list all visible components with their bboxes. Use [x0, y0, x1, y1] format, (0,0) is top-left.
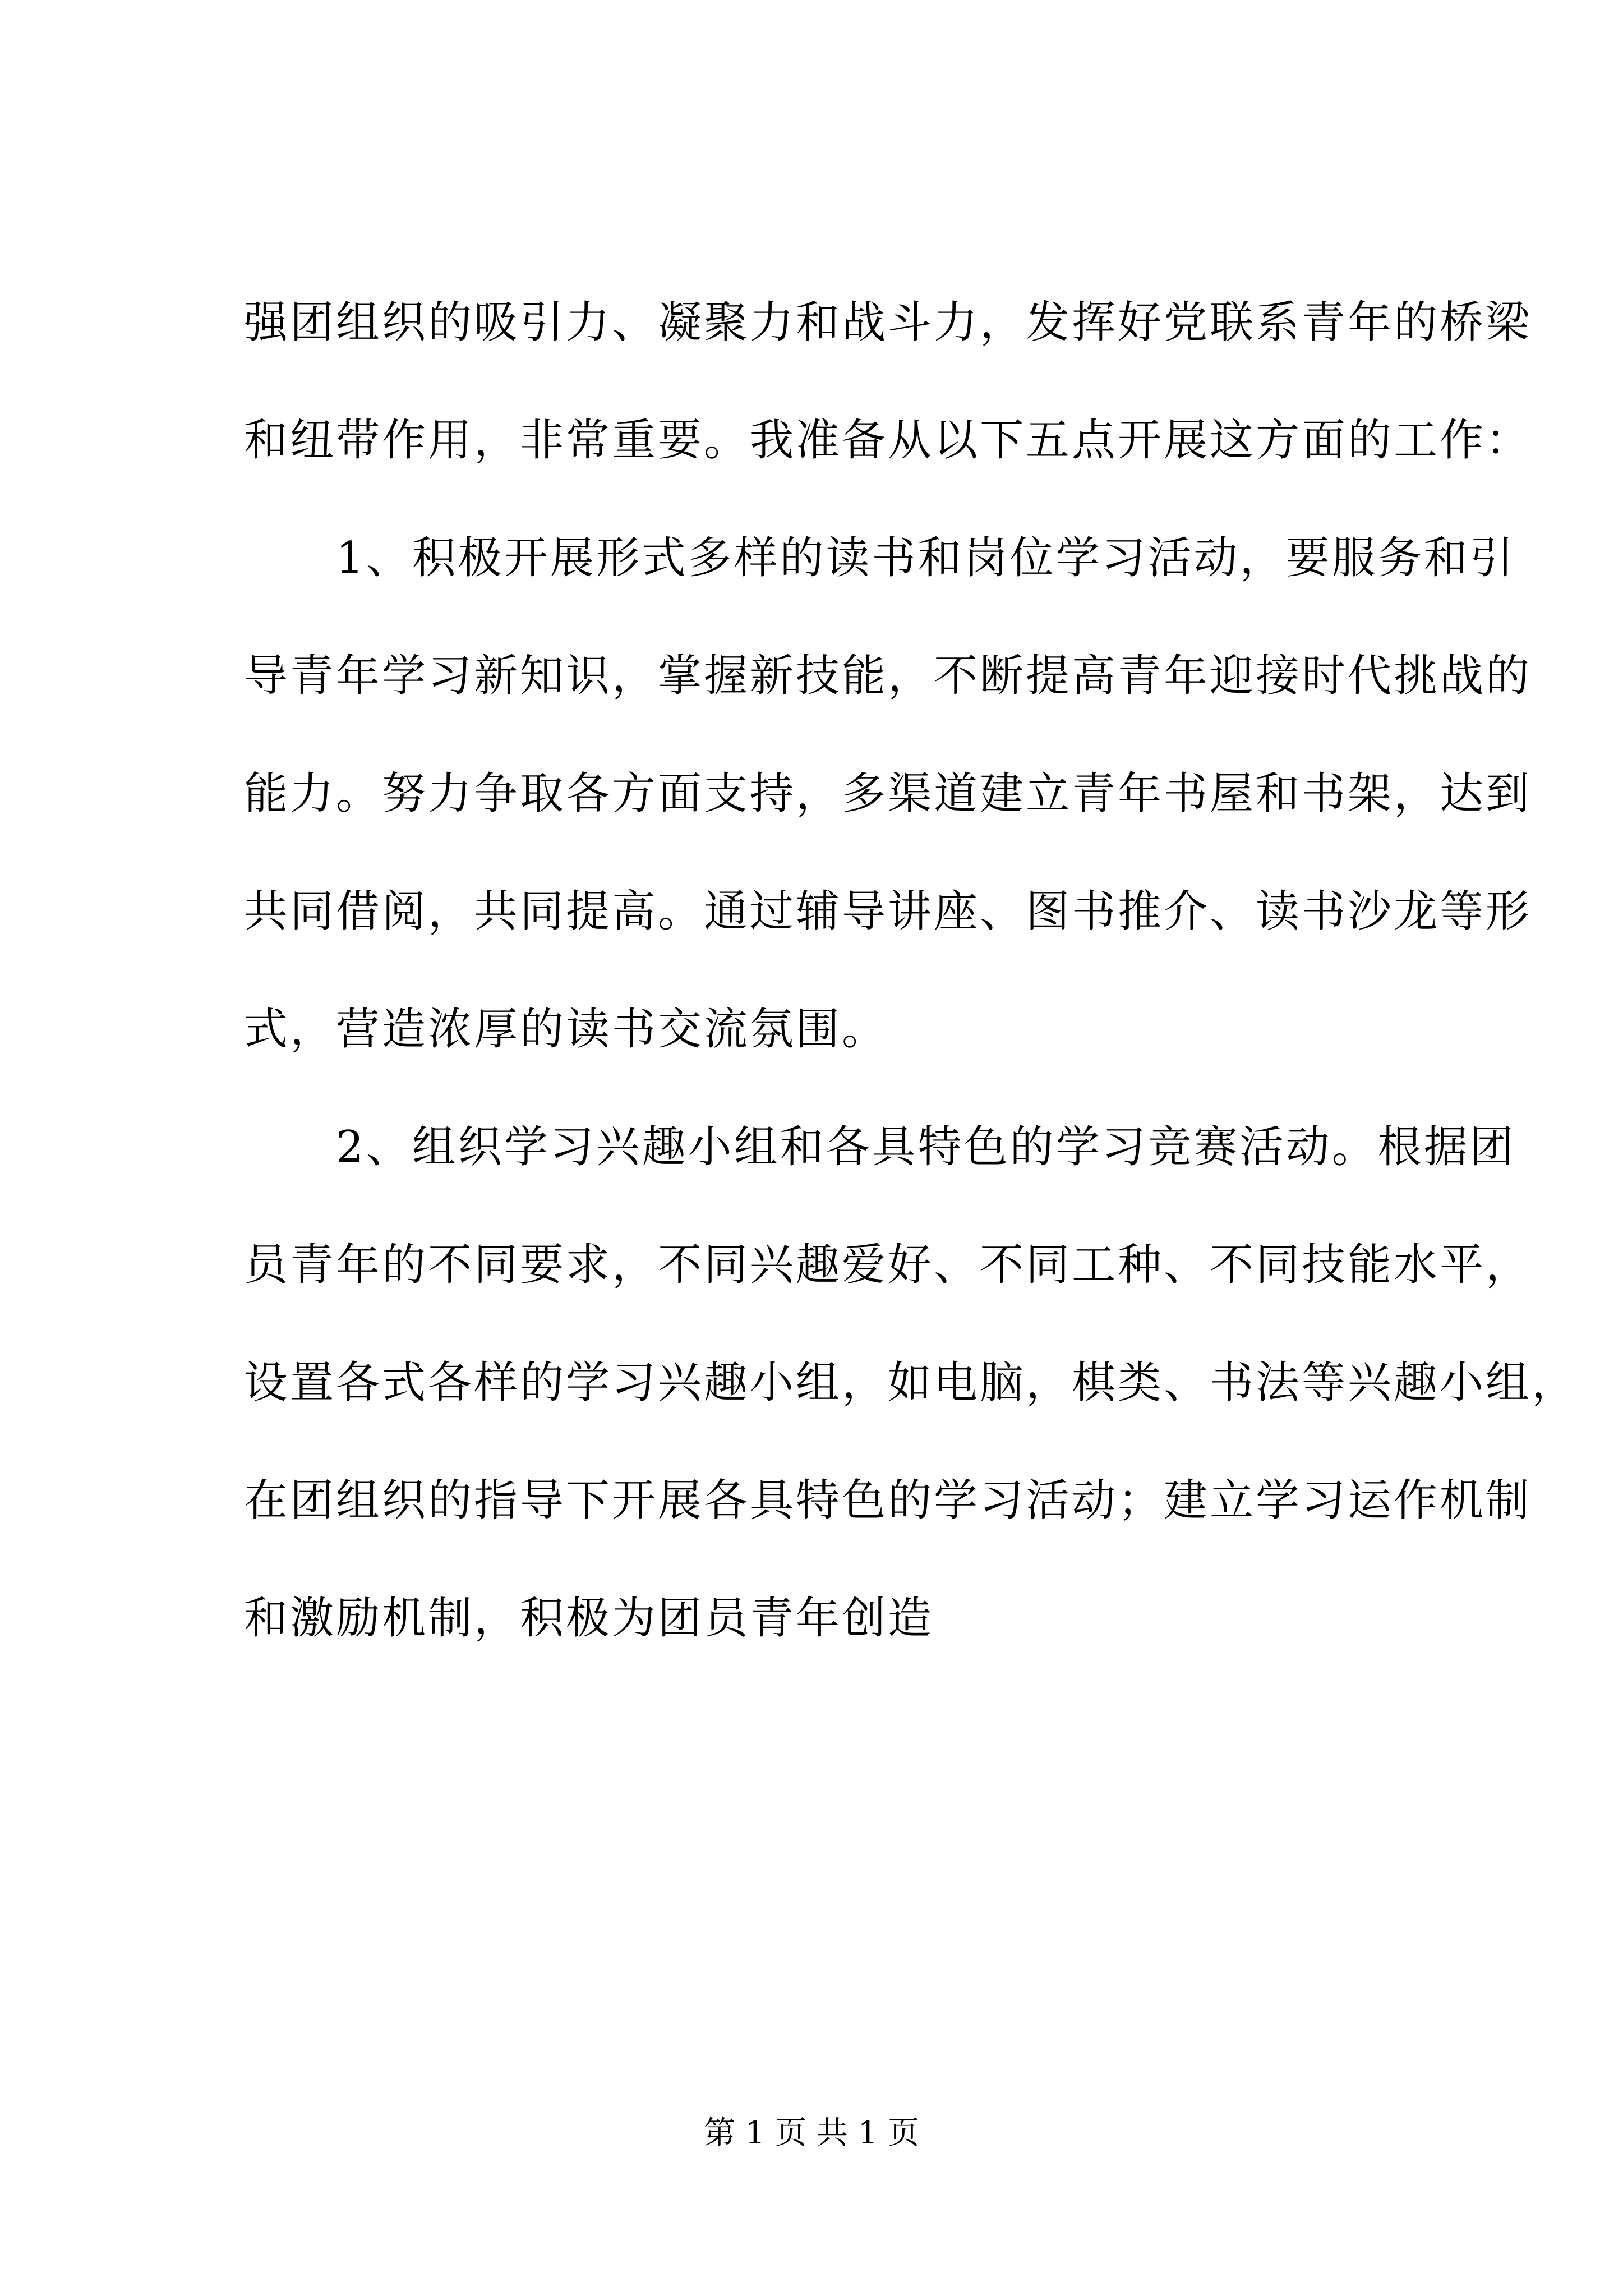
text-line: 设置各式各样的学习兴趣小组，如电脑，棋类、书法等兴趣小组，: [244, 1358, 1578, 1408]
text-line: 强团组织的吸引力、凝聚力和战斗力，发挥好党联系青年的桥梁: [244, 297, 1532, 348]
text-line: 式，营造浓厚的读书交流氛围。: [244, 1004, 888, 1055]
text-line: 和激励机制，积极为团员青年创造: [244, 1593, 934, 1644]
text-line: 在团组织的指导下开展各具特色的学习活动；建立学习运作机制: [244, 1475, 1532, 1526]
text-line: 1、积极开展形式多样的读书和岗位学习活动，要服务和引: [244, 533, 1516, 583]
text-line: 导青年学习新知识，掌握新技能，不断提高青年迎接时代挑战的: [244, 651, 1532, 701]
page-footer: 第 1 页 共 1 页: [703, 2115, 920, 2151]
body-text: [244, 292, 1578, 1705]
text-line: 和纽带作用，非常重要。我准备从以下五点开展这方面的工作：: [244, 415, 1532, 466]
text-line: 共同借阅，共同提高。通过辅导讲座、图书推介、读书沙龙等形: [244, 886, 1532, 937]
text-line: 员青年的不同要求，不同兴趣爱好、不同工种、不同技能水平，: [244, 1240, 1532, 1290]
text-line: 2、组织学习兴趣小组和各具特色的学习竞赛活动。根据团: [244, 1122, 1516, 1172]
text-line: 能力。努力争取各方面支持，多渠道建立青年书屋和书架，达到: [244, 769, 1532, 819]
